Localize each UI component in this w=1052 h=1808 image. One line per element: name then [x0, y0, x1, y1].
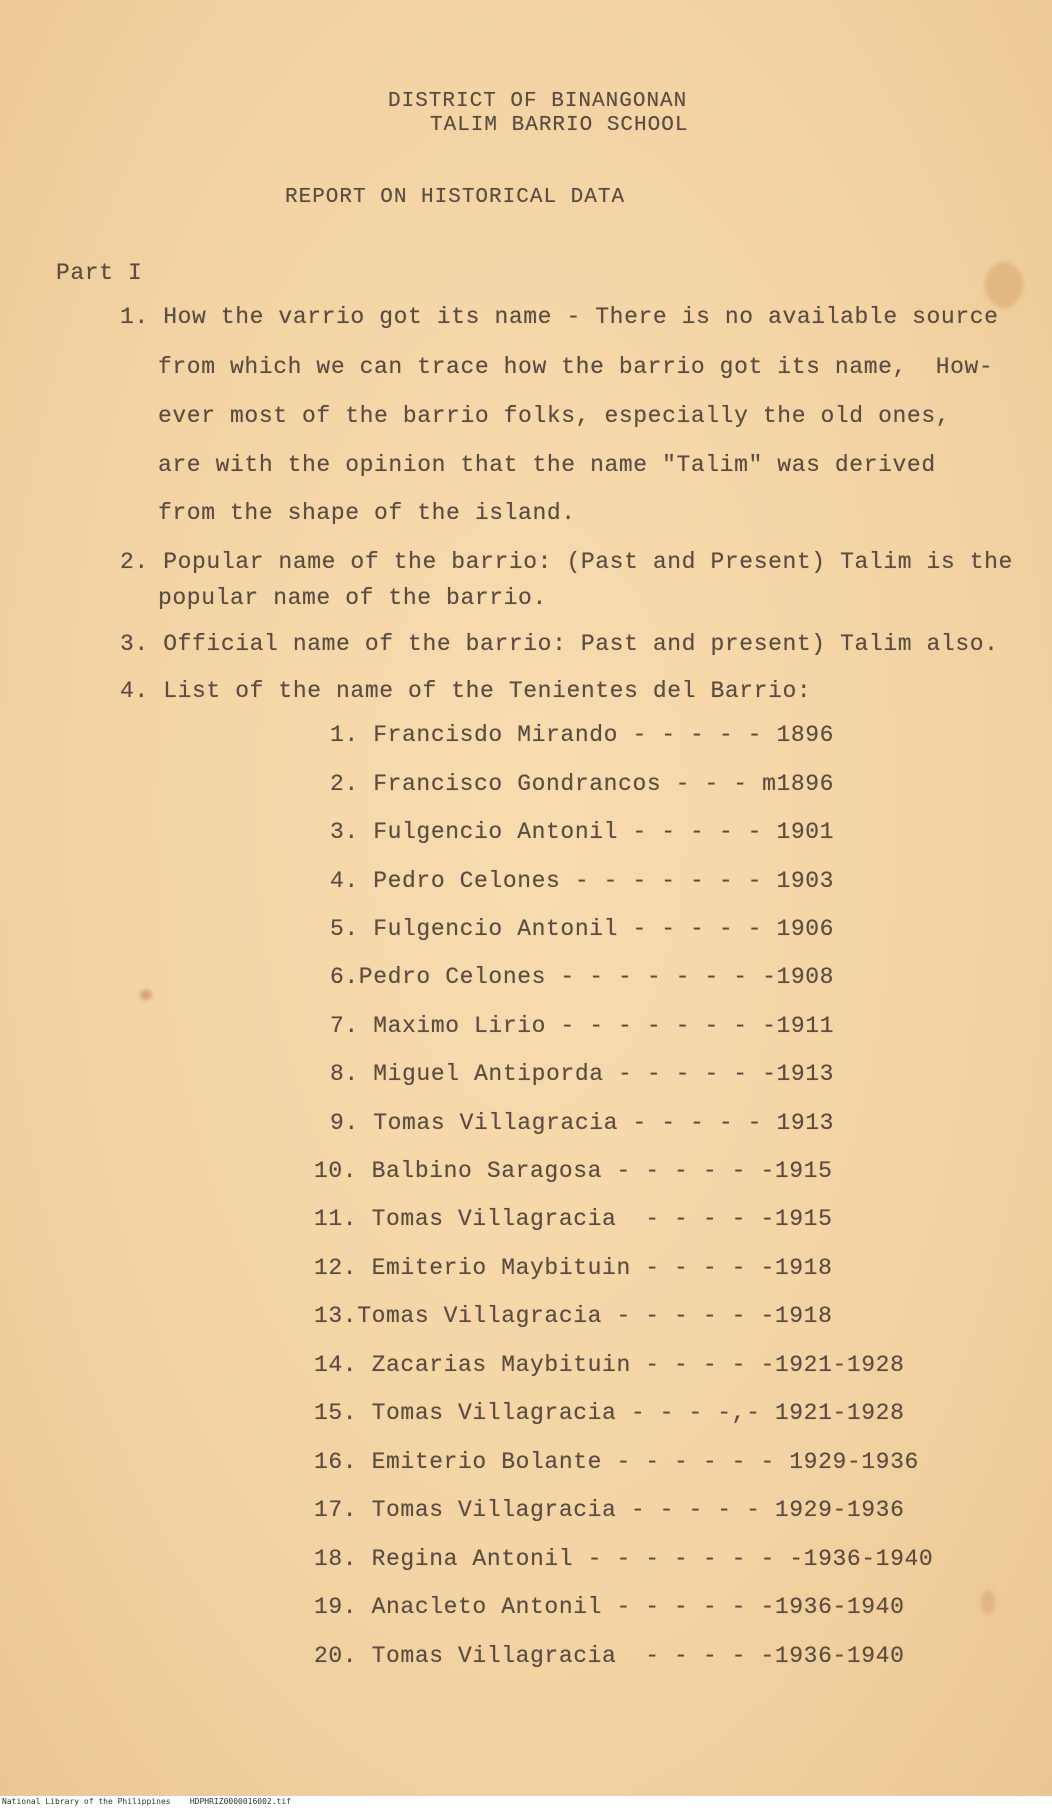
teniente-list-item: 11. Tomas Villagracia - - - - -1915: [314, 1206, 833, 1232]
q1-line: from the shape of the island.: [158, 500, 576, 526]
q2-line: popular name of the barrio.: [158, 585, 547, 611]
teniente-list-item: 4. Pedro Celones - - - - - - - 1903: [330, 868, 835, 894]
teniente-list-item: 14. Zacarias Maybituin - - - - -1921-1928: [314, 1352, 905, 1378]
teniente-list-item: 13.Tomas Villagracia - - - - - -1918: [314, 1303, 833, 1329]
paper-speck: [140, 990, 152, 1000]
paper-stain: [985, 262, 1023, 308]
report-title: REPORT ON HISTORICAL DATA: [285, 186, 626, 209]
q1-line: from which we can trace how the barrio got its name, How-: [158, 354, 994, 380]
q1-line: 1. How the varrio got its name - There is no available source: [120, 304, 999, 330]
teniente-list-item: 7. Maximo Lirio - - - - - - - -1911: [330, 1013, 835, 1039]
district-heading: DISTRICT OF BINANGONAN: [388, 90, 688, 113]
teniente-list-item: 12. Emiterio Maybituin - - - - -1918: [314, 1255, 833, 1281]
q4-line: 4. List of the name of the Tenientes del Barrio:: [120, 678, 812, 704]
part-label: Part I: [56, 260, 143, 286]
teniente-list-item: 20. Tomas Villagracia - - - - -1936-1940: [314, 1643, 905, 1669]
teniente-list-item: 18. Regina Antonil - - - - - - - -1936-1940: [314, 1546, 934, 1572]
q1-line: are with the opinion that the name "Talim" was derived: [158, 452, 936, 478]
teniente-list-item: 2. Francisco Gondrancos - - - m1896: [330, 771, 835, 797]
teniente-list-item: 5. Fulgencio Antonil - - - - - 1906: [330, 916, 835, 942]
teniente-list-item: 17. Tomas Villagracia - - - - - 1929-1936: [314, 1497, 905, 1523]
paper-stain: [981, 1590, 995, 1614]
teniente-list-item: 6.Pedro Celones - - - - - - - -1908: [330, 964, 835, 990]
teniente-list-item: 1. Francisdo Mirando - - - - - 1896: [330, 722, 835, 748]
q1-line: ever most of the barrio folks, especially the old ones,: [158, 403, 951, 429]
teniente-list-item: 9. Tomas Villagracia - - - - - 1913: [330, 1110, 835, 1136]
teniente-list-item: 15. Tomas Villagracia - - - -,- 1921-1928: [314, 1400, 905, 1426]
scan-footer-text: National Library of the Philippines HDPHRIZ0000016002.tif: [2, 1797, 291, 1806]
teniente-list-item: 10. Balbino Saragosa - - - - - -1915: [314, 1158, 833, 1184]
teniente-list-item: 8. Miguel Antiporda - - - - - -1913: [330, 1061, 835, 1087]
q3-line: 3. Official name of the barrio: Past and present) Talim also.: [120, 631, 999, 657]
teniente-list-item: 3. Fulgencio Antonil - - - - - 1901: [330, 819, 835, 845]
teniente-list-item: 19. Anacleto Antonil - - - - - -1936-1940: [314, 1594, 905, 1620]
q2-line: 2. Popular name of the barrio: (Past and Present) Talim is the: [120, 549, 1013, 575]
school-heading: TALIM BARRIO SCHOOL: [430, 114, 689, 137]
teniente-list-item: 16. Emiterio Bolante - - - - - - 1929-1936: [314, 1449, 919, 1475]
